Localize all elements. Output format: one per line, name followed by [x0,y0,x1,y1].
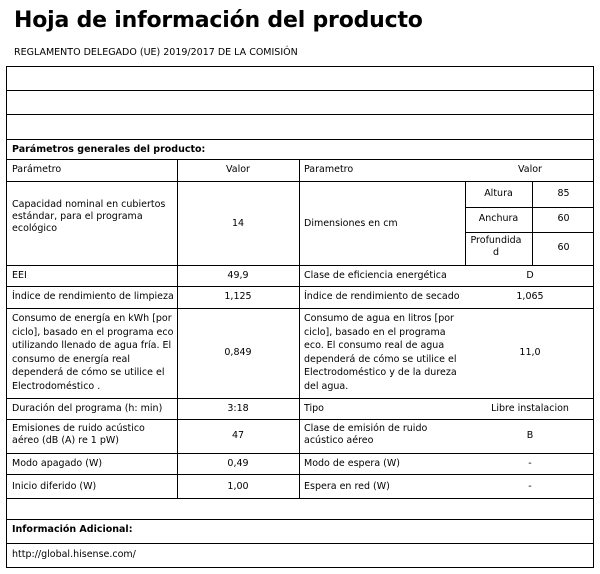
row-divider [7,139,593,140]
column-divider [299,159,300,498]
type-label: Tipo [304,403,324,414]
row-divider [7,90,593,91]
product-info-sheet [6,66,594,568]
off-mode-value: 0,49 [227,458,249,469]
website-link[interactable]: http://global.hisense.com/ [12,549,136,560]
noise-class-value: B [526,430,534,441]
col-header-parametro-2: Parametro [304,164,354,175]
col-header-valor: Valor [226,164,250,175]
col-header-parametro: Parámetro [12,164,62,175]
row-divider [7,498,593,499]
drying-index-value: 1,065 [516,291,544,302]
off-mode-label: Modo apagado (W) [12,458,103,469]
energy-consumption-label: Consumo de energía en kWh [por ciclo], basado en el programa eco utilizando llenado de agua fría. El consumo de energía real dependerá de cómo se utilice el Electrodoméstico . [12,313,174,392]
noise-emission-value: 47 [231,430,245,441]
row-divider [7,519,593,520]
row-divider [7,265,593,266]
dimension-divider [465,232,593,233]
width-label: Anchura [478,213,519,224]
standby-mode-label: Modo de espera (W) [304,458,400,469]
noise-emission-label: Emisiones de ruido acústico aéreo (dB (A) re 1 pW) [12,423,145,446]
regulation-reference: REGLAMENTO DELEGADO (UE) 2019/2017 DE LA COMISIÓN [14,47,298,58]
width-value: 60 [557,213,570,224]
row-divider [7,114,593,115]
delay-start-value: 1,00 [227,481,249,492]
capacity-value: 14 [231,218,245,229]
energy-consumption-value: 0,849 [224,347,252,358]
eei-value: 49,9 [227,270,249,281]
row-divider [7,286,593,287]
row-divider [7,419,593,420]
cleaning-index-value: 1,125 [224,291,252,302]
type-value: Libre instalacion [491,403,569,414]
additional-info-title: Información Adicional: [12,524,133,535]
eei-label: EEI [12,270,27,281]
row-divider [7,453,593,454]
network-standby-label: Espera en red (W) [304,481,390,492]
row-divider [7,159,593,160]
row-divider [7,543,593,544]
dimension-divider [465,207,593,208]
delay-start-label: Inicio diferido (W) [12,481,97,492]
energy-class-value: D [526,270,534,281]
depth-label: Profundidad [470,235,522,258]
program-duration-label: Duración del programa (h: min) [12,403,163,414]
noise-class-label: Clase de emisión de ruido acústico aéreo [304,423,428,446]
column-divider [177,159,178,498]
network-standby-value: - [528,481,532,492]
depth-value: 60 [557,242,570,253]
page-title: Hoja de información del producto [14,8,423,33]
cleaning-index-label: Índice de rendimiento de limpieza [12,291,174,302]
row-divider [7,398,593,399]
col-header-valor-2: Valor [518,164,542,175]
height-value: 85 [557,188,570,199]
drying-index-label: Índice de rendimiento de secado [304,291,460,302]
program-duration-value: 3:18 [227,403,249,414]
height-label: Altura [484,188,513,199]
standby-mode-value: - [528,458,532,469]
energy-class-label: Clase de eficiencia energética [304,270,447,281]
water-consumption-value: 11,0 [519,347,541,358]
row-divider [7,181,593,182]
water-consumption-label: Consumo de agua en litros [por ciclo], basado en el programa eco. El consumo real de agua dependerá de cómo se utilice el Electrodoméstico y de la dureza del agua. [304,313,457,392]
capacity-label: Capacidad nominal en cubiertos estándar, para el programa ecológico [12,199,166,234]
row-divider [7,308,593,309]
general-params-title: Parámetros generales del producto: [12,144,206,155]
dimensions-label: Dimensiones en cm [304,218,398,229]
row-divider [7,474,593,475]
